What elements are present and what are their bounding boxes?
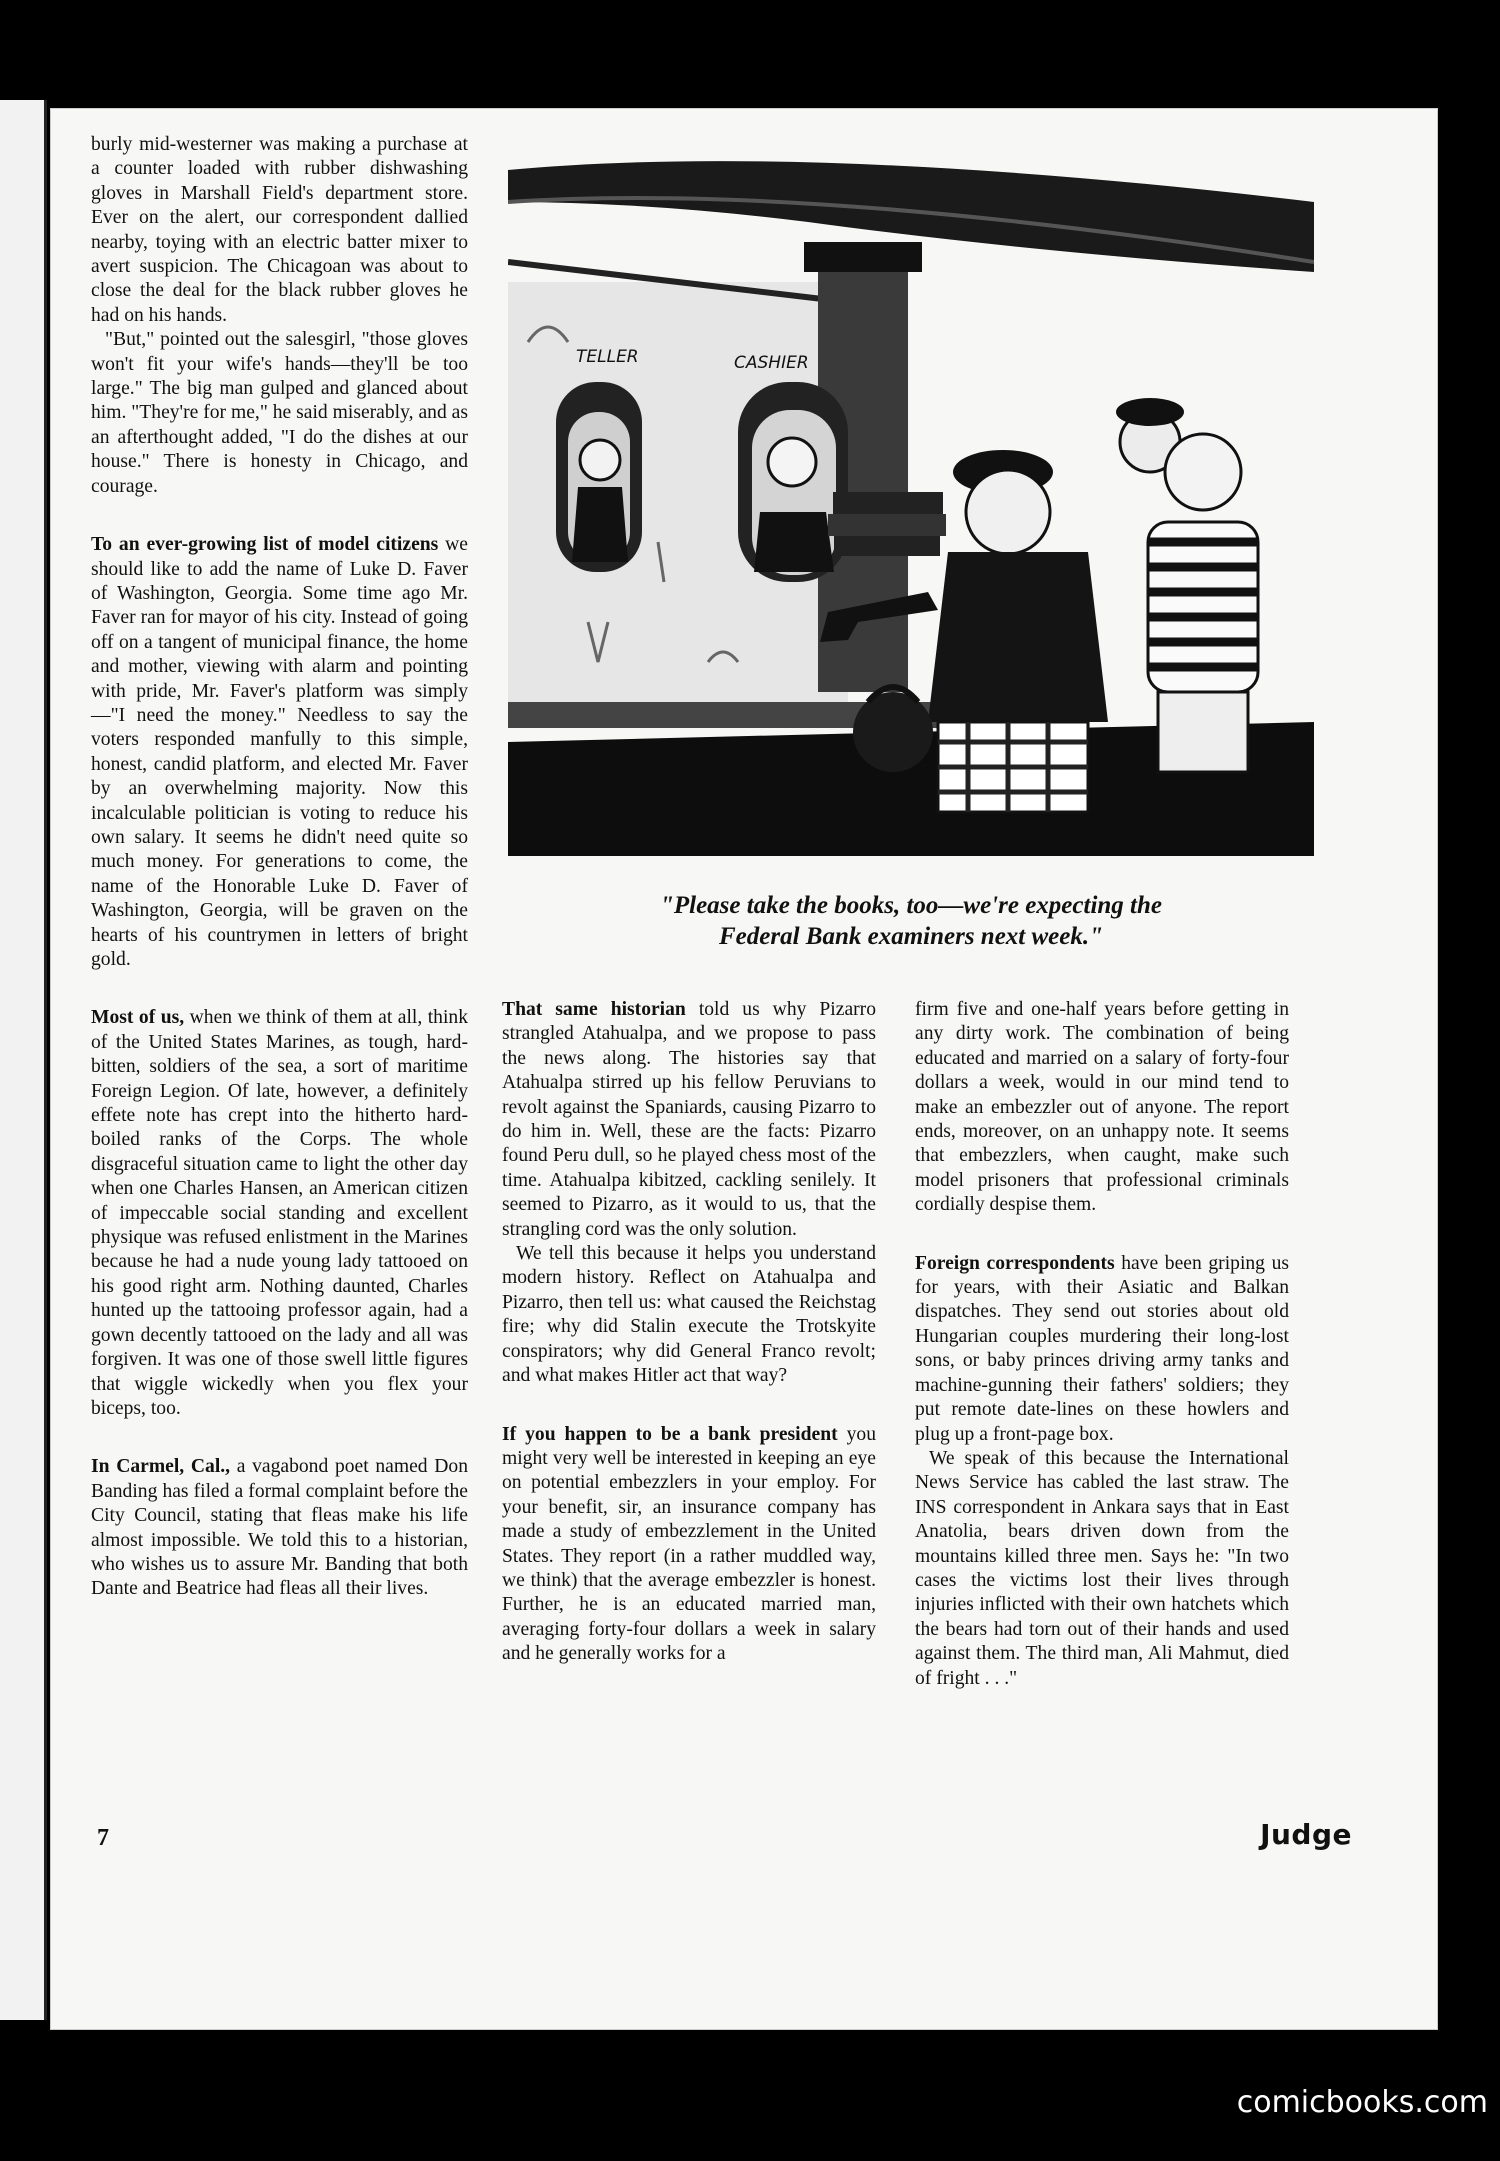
paragraph-lead: That same historian [502, 999, 686, 1020]
paragraph: Most of us, when we think of them at all, think of the United States Marines, as tough, hard-bitten, soldiers of the sea, a sort of maritime Foreign Legion. Of late, however, a definitely effete note has crept into the hitherto hard-boiled ranks of the Corps. The whole disgraceful situation came to light the other day when one Charles Hansen, an American citizen of impeccable social standing and excellent physique was refused enlistment in the Marines because he had a nude young lady tattooed on his good right arm. Nothing daunted, Charles hunted up the tattooing professor again, had a gown decently tattooed on the lady and all was forgiven. It was one of those swell little figures that wiggle wickedly when you flex your biceps, too. [91, 1007, 468, 1419]
teller-sign: TELLER [576, 347, 639, 367]
paragraph: That same historian told us why Pizarro strangled Atahualpa, and we propose to pass the news along. The histories say that Atahualpa stirred up his fellow Peruvians to revolt against the Spaniards, causing Pizarro to do him in. Well, these are the facts: Pizarro found Peru dull, so he played chess most of the time. Atahualpa kibitzed, cackling senilely. It seemed to Pizarro, as it would to us, that the strangling cord was the only solution. [502, 999, 876, 1240]
text-column-left [91, 133, 468, 1602]
bank-robbery-cartoon [508, 142, 1314, 856]
cartoon-illustration [508, 142, 1314, 856]
paragraph: We speak of this because the International News Service has cabled the last straw. The INS correspondent in Ankara says that in East Anatolia, bears driven down from the mountains killed three men. Says he: "In two cases the victims lost their lives through injuries inflicted with their own hatchets which the bears had torn out of their hands and used against them. The third man, Ali Mahmut, died of fright . . ." [915, 1447, 1289, 1689]
paragraph-lead: Foreign correspondents [915, 1252, 1115, 1274]
paragraph: Foreign correspondents have been griping us for years, with their Asiatic and Balkan dispatches. They send out stories about old Hungarian couples murdering their long-lost sons, or baby princes driving army tanks and machine-gunning their fathers' soldiers; they put remote date-lines on these howlers and plug up a front-page box. [915, 1252, 1289, 1445]
paragraph-lead: To an ever-growing list of model citizens [91, 534, 439, 556]
paragraph: To an ever-growing list of model citizens we should like to add the name of Luke D. Faver of Washington, Georgia. Some time ago Mr. Faver ran for mayor of his city. Instead of going off on a tangent of municipal finance, the home and mother, viewing with alarm and pointing with pride, Mr. Faver's platform was simply—"I need the money." Needless to say the voters responded manfully to this simple, honest, candid platform, and elected Mr. Faver by an overwhelming majority. Now this incalculable politician is voting to reduce his own salary. It seems he didn't need quite so much money. For generations to come, the name of the Honorable Luke D. Faver of Washington, Georgia, will be graven on the hearts of his countrymen in letters of bright gold. [91, 534, 468, 970]
cartoon-caption [508, 890, 1314, 952]
paragraph: firm five and one-half years before getting in any dirty work. The combination of being educated and married on a salary of forty-four dollars a week, would in our mind tend to make an embezzler out of anyone. The report ends, moreover, on an unhappy note. It seems that embezzlers, when caught, make such model prisoners that professional criminals cordially despise them. [915, 999, 1289, 1216]
caption-line: Federal Bank examiners next week." [718, 923, 1103, 950]
paragraph-lead: If you happen to be a bank president [502, 1423, 838, 1445]
magazine-name: Judge [1260, 1818, 1352, 1851]
paragraph: burly mid-westerner was making a purchase at a counter loaded with rubber dishwashing gloves in Marshall Field's department store. Ever on the alert, our correspondent dallied nearby, toying with an electric batter mixer to avert suspicion. The Chicagoan was about to close the deal for the black rubber gloves he had on his hands. [91, 134, 468, 326]
paragraph: "But," pointed out the salesgirl, "those gloves won't fit your wife's hands—they'll be too large." The big man gulped and glanced about him. "They're for me," he said miserably, and as an afterthought added, "I do the dishes at our house." There is honesty in Chicago, and courage. [91, 329, 468, 497]
cashier-sign: CASHIER [734, 353, 809, 373]
paragraph: If you happen to be a bank president you might very well be interested in keeping an eye on potential embezzlers in your employ. For your benefit, sir, an insurance company has made a study of embezzlement in the United States. They report (in a rather muddled way, we think) that the average embezzler is honest. Further, he is an educated married man, averaging forty-four dollars a week in salary and he generally works for a [502, 1423, 877, 1665]
paragraph: In Carmel, Cal., a vagabond poet named Don Banding has filed a formal complaint before the City Council, stating that fleas make his life almost impossible. We told this to a historian, who wishes us to assure Mr. Banding that both Dante and Beatrice had fleas all their lives. [91, 1456, 468, 1600]
paragraph: We tell this because it helps you understand modern history. Reflect on Atahualpa and Pizarro, then tell us: what caused the Reichstag fire; why did Stalin execute the Trotskyite conspirators; why did General Franco revolt; and what makes Hitler act that way? [502, 1243, 876, 1387]
paragraph-lead: In Carmel, Cal., [91, 1456, 231, 1478]
text-column-middle [502, 998, 876, 1667]
text-column-right [915, 998, 1289, 1691]
page-number: 7 [97, 1825, 109, 1851]
caption-line: "Please take the books, too—we're expecting the [659, 892, 1162, 919]
source-watermark: comicbooks.com [1236, 2085, 1488, 2120]
previous-page-edge [0, 100, 47, 2020]
paragraph-lead: Most of us, [91, 1007, 185, 1029]
